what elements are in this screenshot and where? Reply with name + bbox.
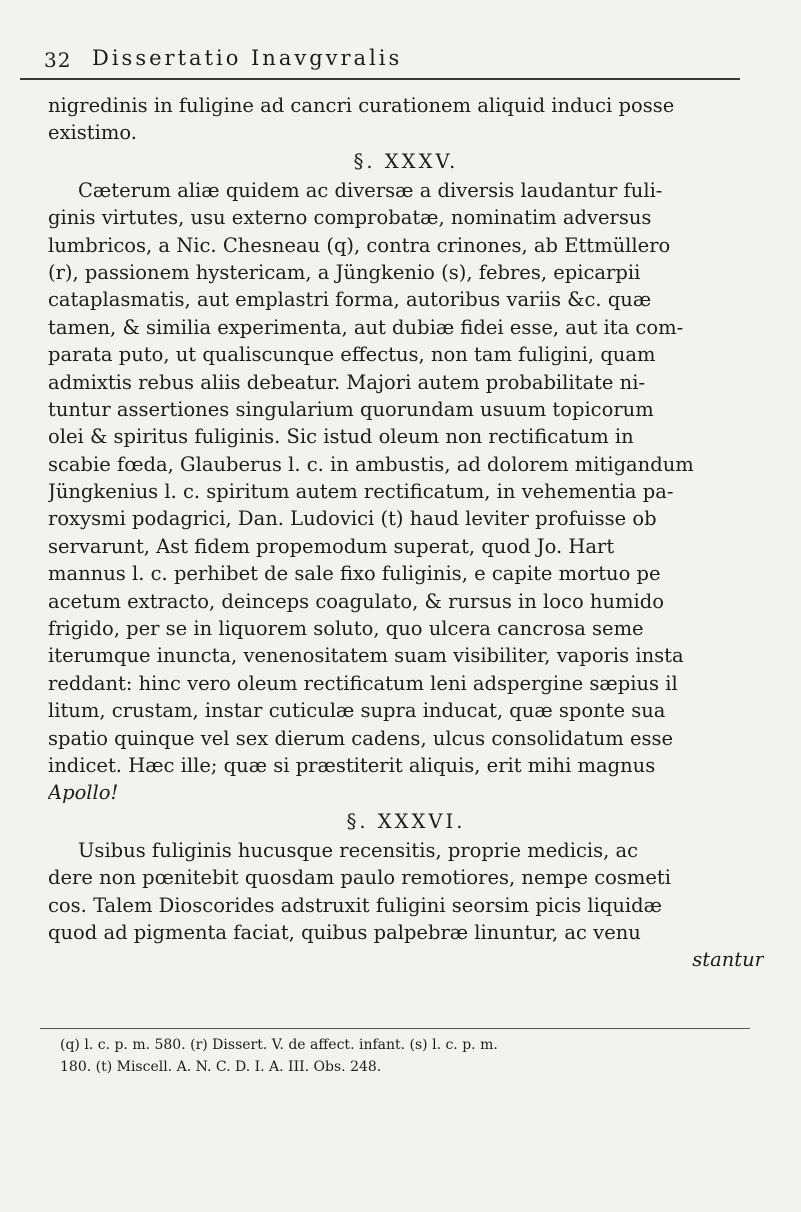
text-line: iterumque inuncta, venenositatem suam visibiliter, vaporis insta [48, 644, 684, 668]
body-text [48, 92, 764, 974]
text-line: roxysmi podagrici, Dan. Ludovici (t) haud leviter profuisse ob [48, 507, 657, 531]
section-heading: §. XXXVI. [346, 809, 466, 833]
text-line: Jüngkenius l. c. spiritum autem rectificatum, in vehementia pa- [48, 480, 674, 504]
text-line: spatio quinque vel sex dierum cadens, ulcus consolidatum esse [48, 726, 674, 750]
text-line: Usibus fuliginis hucusque recensitis, proprie medicis, ac [78, 838, 639, 862]
text-line: existimo. [48, 121, 137, 145]
text-line: parata puto, ut qualiscunque effectus, non tam fuligini, quam [48, 343, 656, 367]
text-line: quod ad pigmenta faciat, quibus palpebræ linuntur, ac venu [48, 920, 641, 944]
text-line: mannus l. c. perhibet de sale fixo fuliginis, e capite mortuo pe [48, 562, 661, 586]
text-line: (r), passionem hystericam, a Jüngkenio (s), febres, epicarpii [48, 260, 641, 284]
text-line: admixtis rebus aliis debeatur. Majori autem probabilitate ni- [48, 370, 646, 394]
text-line: Apollo! [48, 781, 119, 805]
footnote-rule [40, 1028, 750, 1029]
text-line: cataplasmatis, aut emplastri forma, autoribus variis &c. quæ [48, 288, 652, 312]
text-line: cos. Talem Dioscorides adstruxit fuligini seorsim picis liquidæ [48, 893, 662, 917]
text-line: servarunt, Ast fidem propemodum superat, quod Jo. Hart [48, 534, 615, 558]
catchword: stantur [692, 948, 764, 972]
text-line: ginis virtutes, usu externo comprobatæ, nominatim adversus [48, 206, 652, 230]
page-header [24, 44, 764, 76]
text-line: lumbricos, a Nic. Chesneau (q), contra crinones, ab Ettmüllero [48, 233, 671, 257]
footnote-line: 180. (t) Miscell. A. N. C. D. I. A. III. Obs. 248. [60, 1059, 382, 1075]
text-line: nigredinis in fuligine ad cancri curationem aliquid induci posse [48, 94, 675, 117]
page-number: 32 [44, 48, 72, 72]
text-line: olei & spiritus fuliginis. Sic istud oleum non rectificatum in [48, 425, 634, 449]
text-line: Cæterum aliæ quidem ac diversæ a diversis laudantur fuli- [78, 178, 663, 202]
text-line: litum, crustam, instar cuticulæ supra inducat, quæ sponte sua [48, 699, 666, 723]
text-line: frigido, per se in liquorem soluto, quo ulcera cancrosa seme [48, 617, 644, 641]
text-line: tuntur assertiones singularium quorundam usuum topicorum [48, 397, 654, 421]
section-heading: §. XXXV. [353, 149, 459, 173]
text-line: scabie fœda, Glauberus l. c. in ambustis, ad dolorem mitigandum [48, 452, 694, 476]
footnotes [60, 1034, 760, 1078]
footnote-line: (q) l. c. p. m. 580. (r) Dissert. V. de affect. infant. (s) l. c. p. m. [60, 1037, 498, 1053]
text-line: reddant: hinc vero oleum rectificatum leni adspergine sæpius il [48, 671, 678, 695]
header-rule [20, 78, 740, 80]
text-line: tamen, & similia experimenta, aut dubiæ fidei esse, aut ita com- [48, 315, 684, 339]
text-line: acetum extracto, deinceps coagulato, & rursus in loco humido [48, 589, 664, 613]
text-line: dere non pœnitebit quosdam paulo remotiores, nempe cosmeti [48, 866, 672, 890]
text-line: indicet. Hæc ille; quæ si præstiterit aliquis, erit mihi magnus [48, 753, 656, 777]
running-title: Dissertatio Inavgvralis [92, 46, 403, 70]
